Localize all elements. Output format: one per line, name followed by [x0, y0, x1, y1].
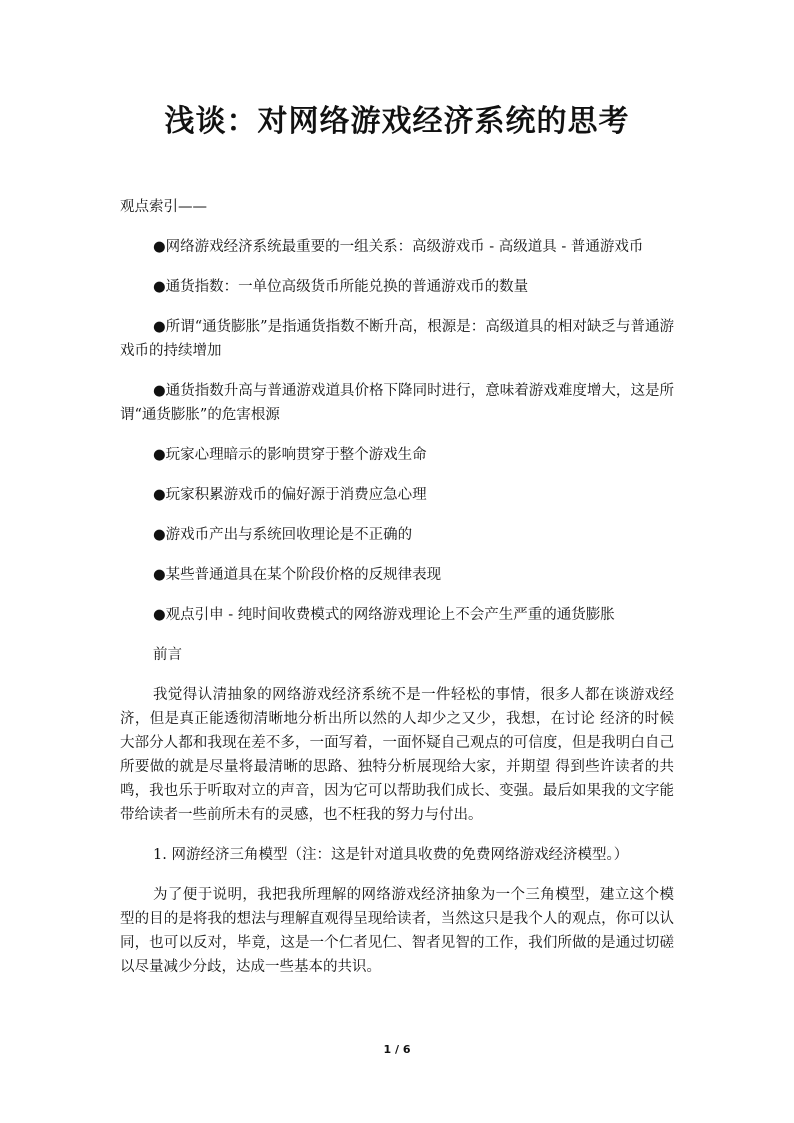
bullet-item: ●网络游戏经济系统最重要的一组关系：高级游戏币 - 高级道具 - 普通游戏币: [153, 239, 644, 255]
preface-heading: 前言: [153, 647, 182, 663]
bullet-item: ●某些普通道具在某个阶段价格的反规律表现: [153, 567, 442, 583]
bullet-item: ●所谓“通货膨胀”是指通货指数不断升高，根源是：高级道具的相对缺乏与普通游戏币的持续增加: [120, 319, 674, 359]
preface-paragraph: 我觉得认清抽象的网络游戏经济系统不是一件轻松的事情，很多人都在谈游戏经济，但是真正能透彻清晰地分析出所以然的人却少之又少，我想，在讨论 经济的时候大部分人都和我现在差不多，一面写着，一面怀疑自己观点的可信度，但是我明白自己所要做的就是尽量将最清晰的思路、独特分析展现给大家，并期望 得到些许读者的共鸣，我也乐于听取对立的声音，因为它可以帮助我们成长、变强。最后如果我的文字能带给读者一些前所未有的灵感，也不枉我的努力与付出。: [120, 687, 674, 823]
page-number: 1 / 6: [383, 1043, 411, 1056]
bullet-item: ●通货指数升高与普通游戏道具价格下降同时进行，意味着游戏难度增大，这是所谓“通货膨胀”的危害根源: [120, 383, 674, 423]
bullet-item: ●玩家积累游戏币的偏好源于消费应急心理: [153, 487, 427, 503]
bullet-item: ●通货指数：一单位高级货币所能兑换的普通游戏币的数量: [153, 279, 529, 295]
document-title: 浅谈：对网络游戏经济系统的思考: [164, 104, 630, 139]
index-heading: 观点索引——: [120, 199, 207, 215]
bullet-item: ●玩家心理暗示的影响贯穿于整个游戏生命: [153, 447, 427, 463]
bullet-item: ●游戏币产出与系统回收理论是不正确的: [153, 527, 413, 543]
section-1-paragraph: 为了便于说明，我把我所理解的网络游戏经济抽象为一个三角模型，建立这个模型的目的是将我的想法与理解直观得呈现给读者，当然这只是我个人的观点，你可以认同，也可以反对，毕竟，这是一个仁者见仁、智者见智的工作，我们所做的是通过切磋以尽量减少分歧，达成一些基本的共识。: [120, 887, 674, 975]
section-1-heading: 1. 网游经济三角模型（注：这是针对道具收费的免费网络游戏经济模型。）: [153, 847, 629, 863]
bullet-item: ●观点引申 - 纯时间收费模式的网络游戏理论上不会产生严重的通货膨胀: [153, 607, 615, 623]
document-body: [120, 195, 674, 995]
